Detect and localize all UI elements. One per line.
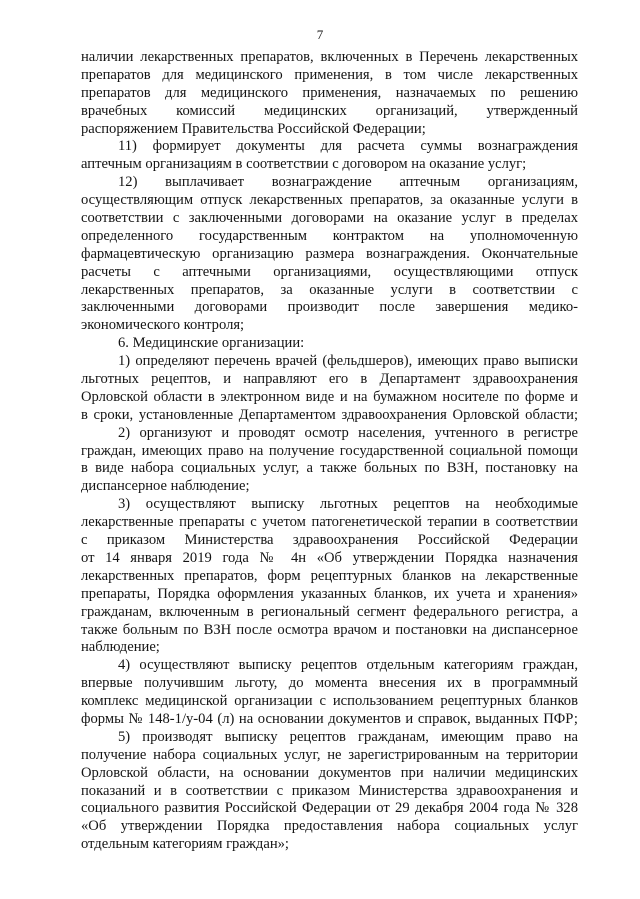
text-line: расчеты с аптечными организациями, осуществляющими отпуск — [81, 263, 578, 280]
text-line: аптечным организациям в соответствии с договором на оказание услуг; — [81, 156, 527, 173]
text-line: с приказом Министерства здравоохранения Российской Федерации — [81, 532, 578, 549]
text-line: в сроки, установленные Департаментом здравоохранения Орловской области; — [81, 406, 578, 423]
text-line: 2) организуют и проводят осмотр населения, учтенного в регистре — [118, 424, 578, 441]
text-line: лекарственные препараты с учетом патогенетической терапии в соответствии — [81, 514, 578, 531]
text-line: комплекс медицинской организации с использованием рецептурных бланков — [81, 693, 578, 710]
text-line: граждан, имеющих право на получение государственной социальной помощи — [81, 442, 578, 459]
text-line: лекарственных препаратов, за оказанные услуги в соответствии с — [81, 281, 578, 298]
text-line: диспансерное наблюдение; — [81, 478, 250, 495]
text-line: отдельным категориям граждан»; — [81, 836, 289, 853]
text-line: препараты, Порядка оформления указанных бланков, их учета и хранения» — [81, 585, 578, 602]
text-line: наблюдение; — [81, 639, 160, 656]
text-line: 1) определяют перечень врачей (фельдшеров), имеющих право выписки — [118, 353, 578, 370]
text-line: гражданам, включенным в региональный сегмент федерального регистра, а — [81, 603, 578, 620]
text-line: препаратов для медицинского применения, назначаемых по решению — [81, 84, 578, 101]
text-line: также больным по ВЗН после осмотра врачом и постановки на диспансерное — [81, 621, 578, 638]
text-line: льготных рецептов, и направляют его в Департамент здравоохранения — [81, 371, 578, 388]
text-line: врачебных комиссий медицинских организаций, утвержденный — [81, 102, 578, 119]
text-line: социального развития Российской Федерации от 29 декабря 2004 года № 328 — [81, 800, 578, 817]
text-line: впервые получившим льготу, до момента внесения их в программный — [81, 675, 578, 692]
text-line: распоряжением Правительства Российской Федерации; — [81, 120, 426, 137]
document-body — [81, 49, 578, 854]
text-line: Орловской области, на основании документов при наличии медицинских — [81, 764, 578, 781]
page-number: 7 — [316, 27, 324, 42]
text-line: лекарственных препаратов, форм рецептурных бланков на лекарственные — [81, 567, 578, 584]
text-line: соответствии с заключенными договорами на оказание услуг в пределах — [81, 210, 578, 227]
text-line: осуществляющим отпуск лекарственных препаратов, за оказанные услуги в — [81, 192, 578, 209]
text-line: 6. Медицинские организации: — [118, 335, 305, 352]
text-line: препаратов для медицинского применения, в том числе лекарственных — [81, 66, 578, 83]
text-line: от 14 января 2019 года № 4н «Об утверждении Порядка назначения — [81, 549, 578, 566]
text-line: формы № 148-1/у-04 (л) на основании документов и справок, выданных ПФР; — [81, 710, 578, 727]
text-line: «Об утверждении Порядка предоставления набора социальных услуг — [81, 818, 578, 835]
text-line: 3) осуществляют выписку льготных рецептов на необходимые — [118, 496, 578, 513]
text-line: в виде набора социальных услуг, а также больных по ВЗН, постановку на — [81, 460, 578, 477]
text-line: заключенными договорами производит после завершения медико- — [81, 299, 578, 316]
text-line: показаний и в соответствии с приказом Министерства здравоохранения и — [81, 782, 578, 799]
text-line: 12) выплачивает вознаграждение аптечным организациям, — [118, 174, 578, 191]
text-line: наличии лекарственных препаратов, включенных в Перечень лекарственных — [81, 49, 578, 65]
text-line: получение набора социальных услуг, не зарегистрированным на территории — [81, 746, 578, 763]
text-line: Орловской области в электронном виде и на бумажном носителе по форме и — [81, 388, 578, 405]
text-line: 4) осуществляют выписку рецептов отдельным категориям граждан, — [118, 657, 578, 674]
text-line: 11) формирует документы для расчета суммы вознаграждения — [118, 138, 578, 155]
text-line: 5) производят выписку рецептов гражданам, имеющим право на — [118, 728, 578, 745]
text-line: экономического контроля; — [81, 317, 245, 334]
text-line: фармацевтическую организацию размера вознаграждения. Окончательные — [81, 245, 578, 262]
text-line: определенного государственным контрактом на уполномоченную — [81, 227, 578, 244]
